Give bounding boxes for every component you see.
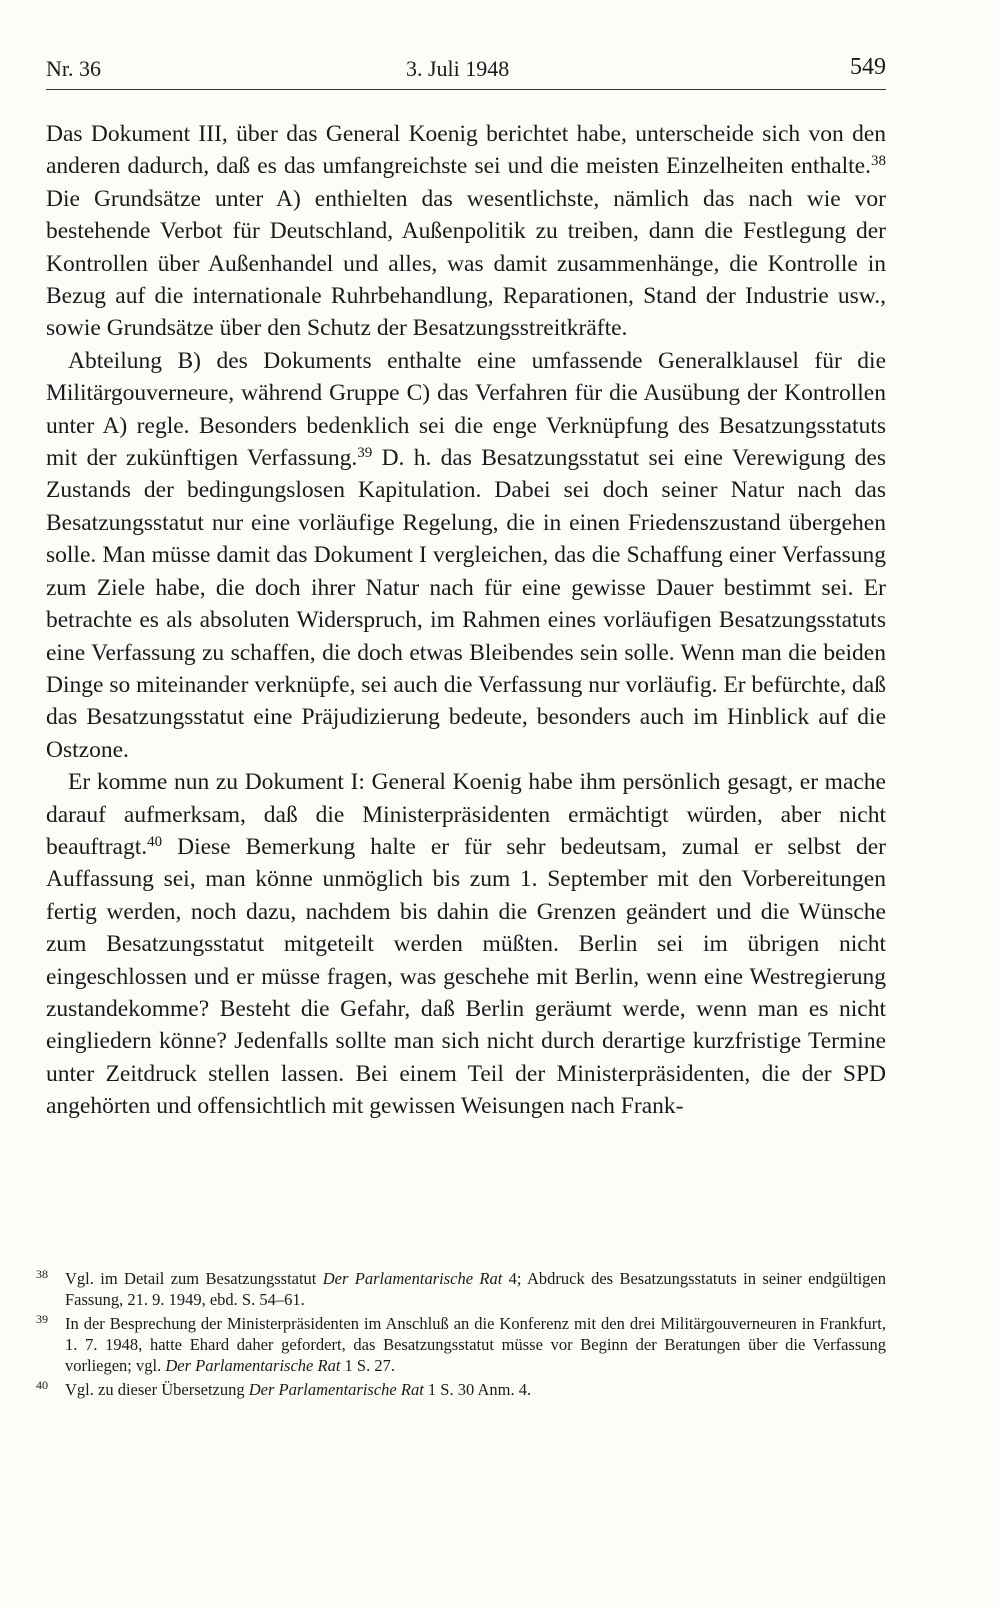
- footnote: [36, 1268, 886, 1310]
- document-number: Nr. 36: [46, 56, 101, 81]
- footnote-text: 1 S. 30 Anm. 4.: [423, 1380, 532, 1399]
- footnote-number: 40: [36, 1378, 48, 1392]
- footnote-ref: 40: [147, 833, 163, 850]
- footnote-title: Der Parlamentarische Rat: [248, 1380, 424, 1399]
- footnote-text: Vgl. zu dieser Übersetzung: [65, 1380, 249, 1399]
- paragraph-text: Die Grundsätze unter A) enthielten das wesentlichste, nämlich das nach wie vor bestehende Verbot für Deutschland, Außenpolitik zu treiben, dann die Festlegung der Kontrollen über Außenhandel und alles, was damit zusammenhänge, die Kontrolle in Bezug auf die internationale Ruhrbehandlung, Reparationen, Stand der Industrie usw., sowie Grundsätze über den Schutz der Besatzungsstreitkräfte.: [46, 185, 886, 342]
- paragraph-text: Er komme nun zu Dokument I: General Koenig habe ihm persönlich gesagt, er mache darauf aufmerksam, daß die Ministerpräsidenten ermächtigt würden, aber nicht beauftragt.: [46, 769, 886, 860]
- running-header: [46, 52, 886, 86]
- footnote-ref: 38: [871, 153, 886, 170]
- header-date: 3. Juli 1948: [406, 56, 510, 81]
- footnote-ref: 39: [357, 445, 373, 462]
- footnote-title: Der Parlamentarische Rat: [322, 1269, 503, 1288]
- footnote-number: 39: [36, 1312, 48, 1326]
- footnote-title: Der Parlamentarische Rat: [165, 1356, 341, 1375]
- header-rule: [46, 89, 886, 90]
- paragraph: [46, 118, 886, 345]
- page-number: 549: [850, 54, 886, 80]
- paragraph-text: Das Dokument III, über das General Koenig berichtet habe, unterscheide sich von den anderen dadurch, daß es das umfangreichste sei und die meisten Einzelheiten enthalte.: [46, 121, 886, 180]
- paragraph-text: Abteilung B) des Dokuments enthalte eine umfassende Generalklausel für die Militärgouverneure, während Gruppe C) das Verfahren für die Ausübung der Kontrollen unter A) regle. Besonders bedenklich sei die enge Verknüpfung des Besatzungsstatuts mit der zukünftigen Verfassung.: [46, 347, 886, 472]
- paragraph: [46, 766, 886, 1122]
- paragraph-text: D. h. das Besatzungsstatut sei eine Verewigung des Zustands der bedingungslosen Kapitulation. Dabei sei doch seiner Natur nach das Besatzungsstatut nur eine vorläufige Regelung, die in einen Friedenszustand übergehen solle. Man müsse damit das Dokument I vergleichen, das die Schaffung einer Verfassung zum Ziele habe, die doch ihrer Natur nach für eine gewisse Dauer bestimmt sei. Er betrachte es als absoluten Widerspruch, im Rahmen eines vorläufigen Besatzungsstatuts eine Verfassung zu schaffen, die doch etwas Bleibendes sein solle. Wenn man die beiden Dinge so miteinander verknüpfe, sei auch die Verfassung nur vorläufig. Er befürchte, daß das Besatzungsstatut eine Präjudizierung bedeute, besonders auch im Hinblick auf die Ostzone.: [46, 445, 886, 763]
- footnote-text: Vgl. im Detail zum Besatzungsstatut: [65, 1269, 323, 1288]
- footnote: [36, 1313, 886, 1376]
- footnotes: [36, 1268, 886, 1403]
- footnote-number: 38: [36, 1267, 48, 1281]
- footnote-text: 1 S. 27.: [340, 1356, 395, 1375]
- footnote-text: 4; Abdruck des Besatzungsstatuts in seiner endgültigen Fassung, 21. 9. 1949, ebd. S. 54–61.: [65, 1269, 886, 1309]
- footnote: [36, 1379, 886, 1400]
- paragraph-text: Diese Bemerkung halte er für sehr bedeutsam, zumal er selbst der Auffassung sei, man könne unmöglich bis zum 1. September mit den Vorbereitungen fertig werden, noch dazu, nachdem bis dahin die Grenzen geändert und die Wünsche zum Besatzungsstatut mitgeteilt werden müßten. Berlin sei im übrigen nicht eingeschlossen und er müsse fragen, was geschehe mit Berlin, wenn eine Westregierung zustandekomme? Besteht die Gefahr, daß Berlin geräumt werde, wenn man es nicht eingliedern könne? Jedenfalls sollte man sich nicht durch derartige kurzfristige Termine unter Zeitdruck stellen lassen. Bei einem Teil der Ministerpräsidenten, die der SPD angehörten und offensichtlich mit gewissen Weisungen nach Frank-: [46, 833, 886, 1120]
- main-text: [46, 118, 886, 1123]
- footnote-text: In der Besprechung der Ministerpräsidenten im Anschluß an die Konferenz mit den drei Militärgouverneuren in Frankfurt, 1. 7. 1948, hatte Ehard daher gefordert, das Besatzungsstatut müsse vor Beginn der Beratungen über die Verfassung vorliegen; vgl.: [65, 1314, 886, 1375]
- paragraph: [46, 345, 886, 766]
